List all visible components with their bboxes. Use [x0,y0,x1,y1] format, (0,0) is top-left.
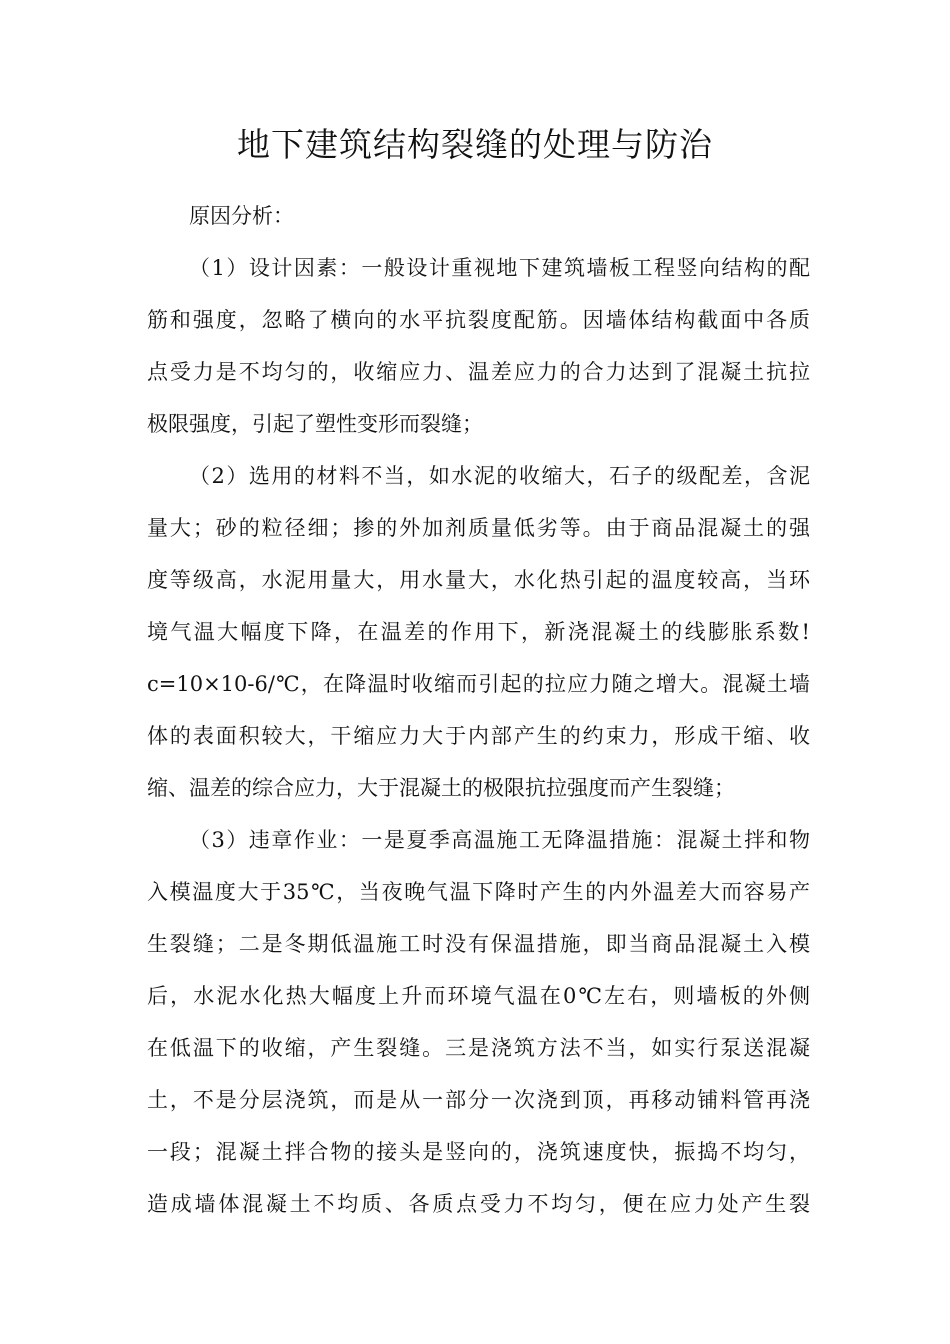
paragraph-3 [147,814,810,1230]
paragraph-line: （1）设计因素：一般设计重视地下建筑墙板工程竖向结构的配 [189,256,810,280]
document-body [147,190,810,1230]
paragraph-line: c=10×10-6/℃，在降温时收缩而引起的拉应力随之增大。混凝土墙 [147,672,810,696]
paragraph-line: 土，不是分层浇筑，而是从一部分一次浇到顶，再移动铺料管再浇 [147,1088,810,1112]
paragraph-2 [147,450,810,814]
paragraph-1 [147,242,810,450]
paragraph-line: 量大；砂的粒径细；掺的外加剂质量低劣等。由于商品混凝土的强 [147,516,810,540]
paragraph-line: 造成墙体混凝土不均质、各质点受力不均匀，便在应力处产生裂 [147,1192,810,1216]
paragraph-line: 后，水泥水化热大幅度上升而环境气温在0℃左右，则墙板的外侧 [147,984,810,1008]
paragraph-line: 入模温度大于35℃，当夜晚气温下降时产生的内外温差大而容易产 [147,880,810,904]
paragraph-line: 境气温大幅度下降，在温差的作用下，新浇混凝土的线膨胀系数! [147,620,810,644]
paragraph-line: 极限强度，引起了塑性变形而裂缝； [147,412,483,436]
paragraph-line: （2）选用的材料不当，如水泥的收缩大，石子的级配差，含泥 [189,464,810,488]
paragraph-line: 缩、温差的综合应力，大于混凝土的极限抗拉强度而产生裂缝； [147,776,735,800]
paragraph-line: （3）违章作业：一是夏季高温施工无降温措施：混凝土拌和物 [189,828,810,852]
paragraph-line: 筋和强度，忽略了横向的水平抗裂度配筋。因墙体结构截面中各质 [147,308,810,332]
section-heading: 原因分析： [189,204,294,228]
paragraph-line: 生裂缝；二是冬期低温施工时没有保温措施，即当商品混凝土入模 [147,932,810,956]
paragraph-line: 点受力是不均匀的，收缩应力、温差应力的合力达到了混凝土抗拉 [147,360,810,384]
paragraph-line: 一段；混凝土拌合物的接头是竖向的，浇筑速度快，振捣不均匀， [147,1140,810,1164]
paragraph-line: 体的表面积较大，干缩应力大于内部产生的约束力，形成干缩、收 [147,724,810,748]
paragraph-line: 在低温下的收缩，产生裂缝。三是浇筑方法不当，如实行泵送混凝 [147,1036,810,1060]
document-title: 地下建筑结构裂缝的处理与防治 [237,125,713,164]
paragraph-line: 度等级高，水泥用量大，用水量大，水化热引起的温度较高，当环 [147,568,810,592]
